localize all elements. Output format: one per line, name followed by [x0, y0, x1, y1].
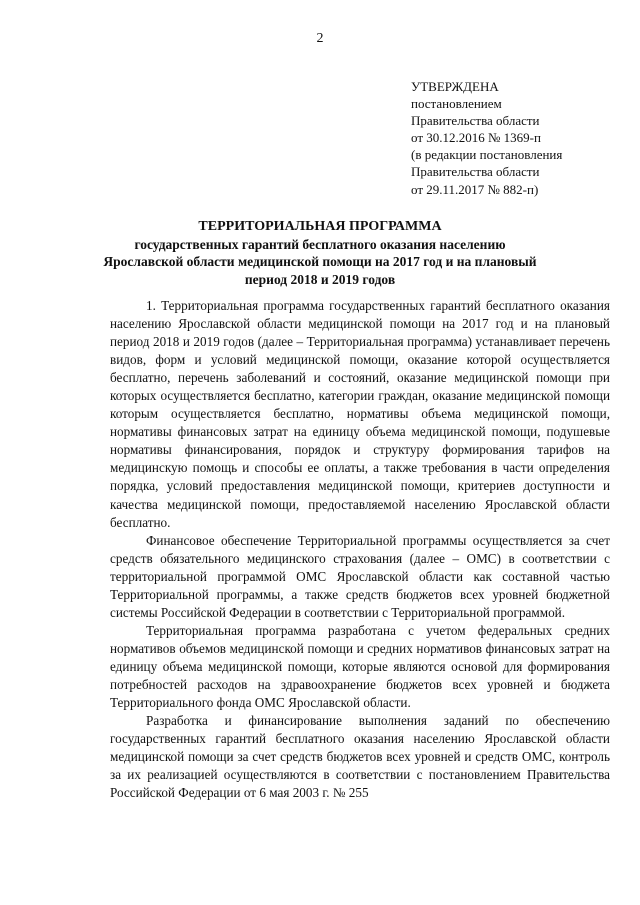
- approval-line: Правительства области: [411, 113, 540, 129]
- document-body: [110, 297, 610, 802]
- title-main: ТЕРРИТОРИАЛЬНАЯ ПРОГРАММА: [198, 219, 442, 234]
- title-subtitle-line: государственных гарантий бесплатного оказания населению: [134, 236, 506, 252]
- title-subtitle-line: период 2018 и 2019 годов: [244, 271, 396, 287]
- body-paragraph: Разработка и финансирование выполнения заданий по обеспечению государственных гарантий бесплатного оказания населению Ярославской области медицинской помощи за счет средств бюджетов всех уровней и средств ОМС, контроль за их реализацией осуществляются в соответствии с постановлением Правительства Российской Федерации от 6 мая 2003 г. № 255: [110, 713, 610, 801]
- body-paragraph: Территориальная программа разработана с учетом федеральных средних нормативов объемов медицинской помощи и средних нормативов финансовых затрат на единицу объема медицинской помощи, которые являются основой для формирования потребностей расходов на здравоохранение бюджетов всех уровней и бюджета Территориального фонда ОМС Ярославской области.: [110, 622, 610, 711]
- title-subtitle-line: Ярославской области медицинской помощи на 2017 год и на плановый: [103, 254, 537, 269]
- approval-line: (в редакции постановления: [411, 147, 563, 163]
- approval-heading: УТВЕРЖДЕНА: [411, 79, 499, 94]
- approval-line: от 30.12.2016 № 1369-п: [411, 130, 541, 146]
- body-paragraph: Финансовое обеспечение Территориальной программы осуществляется за счет средств обязательного медицинского страхования (далее – ОМС) в соответствии с территориальной программой ОМС Ярославской области как составной частью Территориальной программы, а также средств бюджетов всех уровней бюджетной системы Российской Федерации в соответствии с Территориальной программой.: [110, 532, 610, 620]
- document-title: [100, 218, 540, 288]
- approval-line: от 29.11.2017 № 882-п): [411, 181, 539, 197]
- approval-stamp: [411, 78, 636, 198]
- page-number: 2: [316, 31, 324, 46]
- approval-line: Правительства области: [411, 164, 540, 180]
- approval-line: постановлением: [411, 96, 502, 112]
- body-paragraph: 1. Территориальная программа государственных гарантий бесплатного оказания населению Ярославской области медицинской помощи на 2017 год и на плановый период 2018 и 2019 годов (далее – Территориальная программа) устанавливает перечень видов, форм и условий медицинской помощи, оказание которой осуществляется бесплатно, перечень заболеваний и состояний, оказание медицинской помощи при которых осуществляется бесплатно, категории граждан, оказание медицинской помощи которым осуществляется бесплатно, нормативы объема медицинской помощи, нормативы финансовых затрат на единицу объема медицинской помощи, подушевые нормативы финансирования, порядок и структуру формирования тарифов на медицинскую помощь и способы ее оплаты, а также требования в части определения порядка, условий предоставления медицинской помощи, критериев доступности и качества медицинской помощи, предоставляемой населению Ярославской области бесплатно.: [110, 298, 610, 530]
